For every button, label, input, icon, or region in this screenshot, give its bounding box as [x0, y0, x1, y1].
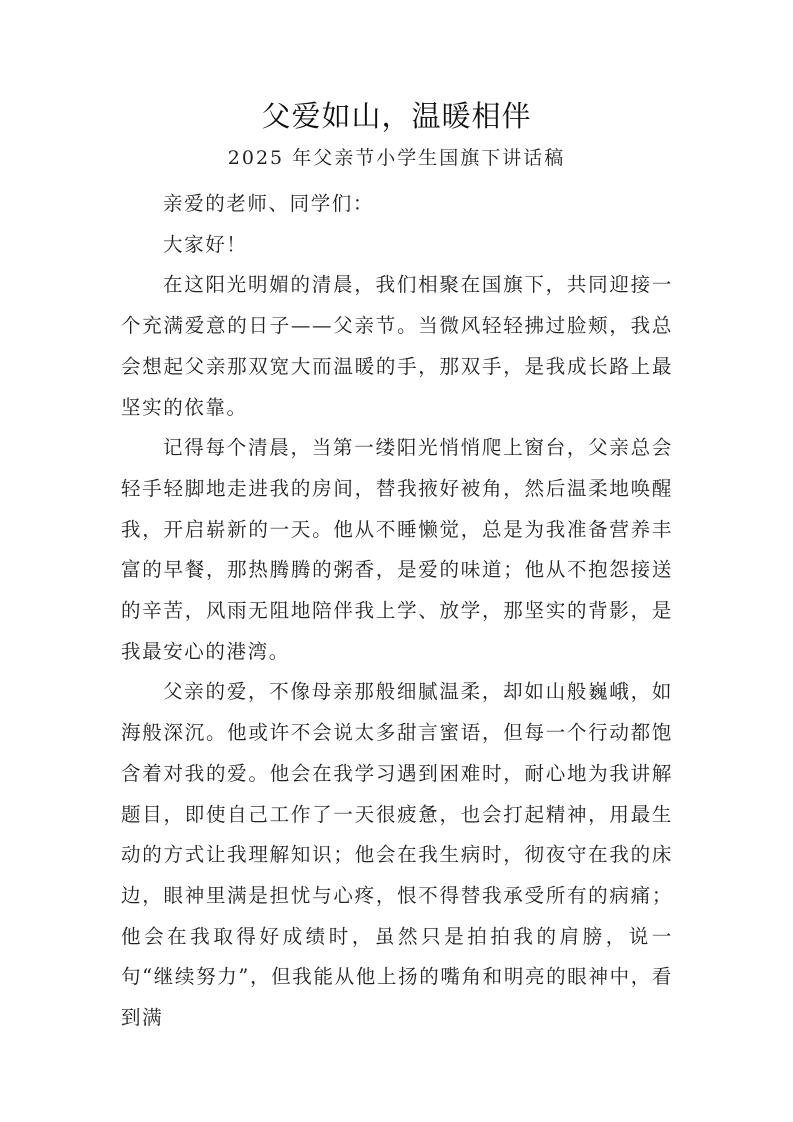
hello-paragraph: 大家好！ [163, 232, 248, 256]
document-title: 父爱如山，温暖相伴 [261, 99, 532, 133]
document-subtitle: 2025 年父亲节小学生国旗下讲话稿 [227, 147, 566, 169]
greeting-paragraph: 亲爱的老师、同学们： [163, 192, 375, 215]
body-paragraph: 父亲的爱，不像母亲那般细腻温柔，却如山般巍峨，如海般深沉。他或许不会说太多甜言蜜语，但每一个行动都饱含着对我的爱。他会在我学习遇到困难时，耐心地为我讲解题目，即使自己工作了一天很疲惫，也会打起精神，用最生动的方式让我理解知识；他会在我生病时，彻夜守在我的床边，眼神里满是担忧与心疼，恨不得替我承受所有的病痛；他会在我取得好成绩时，虽然只是拍拍我的肩膀，说一句“继续努力”，但我能从他上扬的嘴角和明亮的眼神中，看到满 [121, 680, 673, 1030]
body-paragraph: 记得每个清晨，当第一缕阳光悄悄爬上窗台，父亲总会轻手轻脚地走进我的房间，替我掖好被角，然后温柔地唤醒我，开启崭新的一天。他从不睡懒觉，总是为我准备营养丰富的早餐，那热腾腾的粥香，是爱的味道；他从不抱怨接送的辛苦，风雨无阻地陪伴我上学、放学，那坚实的背影，是我最安心的港湾。 [121, 436, 673, 663]
document-body [121, 184, 673, 1039]
body-paragraph: 在这阳光明媚的清晨，我们相聚在国旗下，共同迎接一个充满爱意的日子——父亲节。当微风轻轻拂过脸颊，我总会想起父亲那双宽大而温暖的手，那双手，是我成长路上最坚实的依靠。 [121, 273, 673, 419]
